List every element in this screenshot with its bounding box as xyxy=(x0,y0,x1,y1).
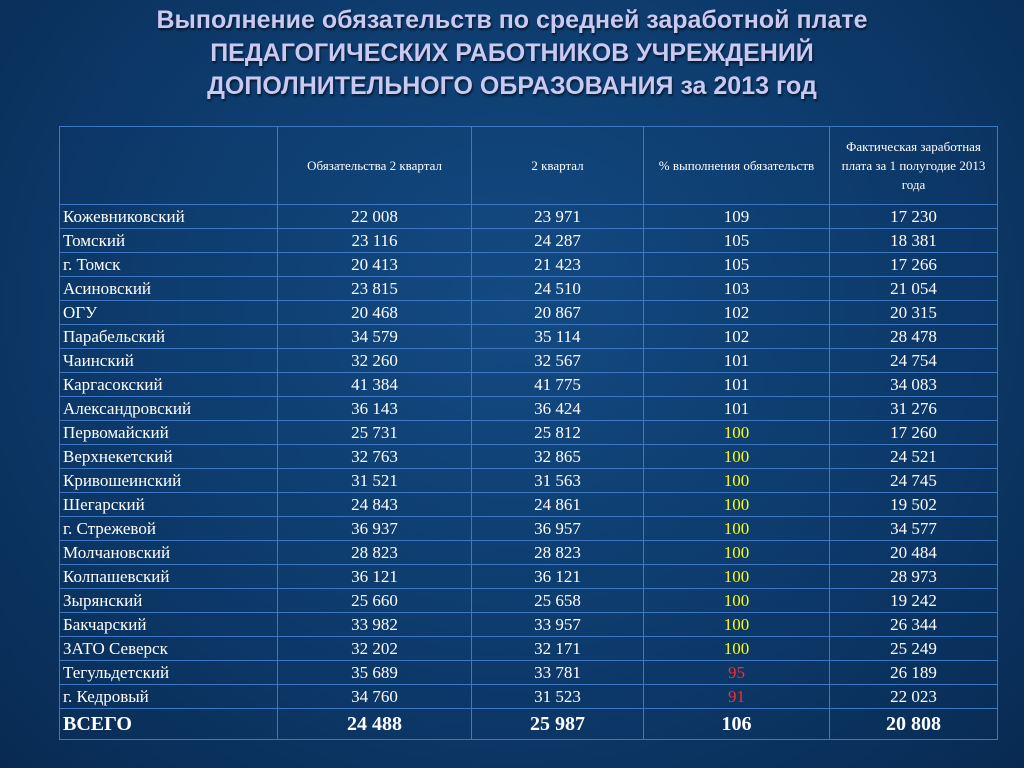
total-label: ВСЕГО xyxy=(60,709,278,740)
pct-cell: 103 xyxy=(644,277,830,301)
header-obligation: Обязательства 2 квартал xyxy=(278,127,472,205)
obligation-cell: 36 143 xyxy=(278,397,472,421)
header-pct: % выполнения обязательств xyxy=(644,127,830,205)
table-row xyxy=(60,613,998,637)
obligation-cell: 32 260 xyxy=(278,349,472,373)
obligation-cell: 36 121 xyxy=(278,565,472,589)
table-header-row xyxy=(60,127,998,205)
total-obligation: 24 488 xyxy=(278,709,472,740)
region-cell: Первомайский xyxy=(60,421,278,445)
region-cell: Асиновский xyxy=(60,277,278,301)
actual-cell: 20 484 xyxy=(830,541,998,565)
pct-cell: 105 xyxy=(644,229,830,253)
total-actual: 20 808 xyxy=(830,709,998,740)
actual-cell: 25 249 xyxy=(830,637,998,661)
obligation-cell: 35 689 xyxy=(278,661,472,685)
region-cell: Колпашевский xyxy=(60,565,278,589)
obligation-cell: 23 116 xyxy=(278,229,472,253)
actual-cell: 24 745 xyxy=(830,469,998,493)
obligation-cell: 36 937 xyxy=(278,517,472,541)
title-line-2: ПЕДАГОГИЧЕСКИХ РАБОТНИКОВ УЧРЕЖДЕНИЙ xyxy=(210,39,814,67)
table-row xyxy=(60,445,998,469)
region-cell: Молчановский xyxy=(60,541,278,565)
q2-cell: 32 865 xyxy=(472,445,644,469)
pct-cell: 100 xyxy=(644,421,830,445)
region-cell: Александровский xyxy=(60,397,278,421)
obligation-cell: 34 760 xyxy=(278,685,472,709)
slide-title xyxy=(0,4,1024,103)
table-row xyxy=(60,685,998,709)
table-row xyxy=(60,565,998,589)
region-cell: Кожевниковский xyxy=(60,205,278,229)
pct-cell: 100 xyxy=(644,517,830,541)
q2-cell: 35 114 xyxy=(472,325,644,349)
table-row xyxy=(60,517,998,541)
pct-cell: 100 xyxy=(644,469,830,493)
q2-cell: 33 781 xyxy=(472,661,644,685)
region-cell: ЗАТО Северск xyxy=(60,637,278,661)
header-region xyxy=(60,127,278,205)
actual-cell: 17 230 xyxy=(830,205,998,229)
actual-cell: 26 189 xyxy=(830,661,998,685)
q2-cell: 24 861 xyxy=(472,493,644,517)
table-row xyxy=(60,637,998,661)
actual-cell: 20 315 xyxy=(830,301,998,325)
actual-cell: 19 502 xyxy=(830,493,998,517)
q2-cell: 21 423 xyxy=(472,253,644,277)
actual-cell: 17 266 xyxy=(830,253,998,277)
q2-cell: 32 171 xyxy=(472,637,644,661)
actual-cell: 24 754 xyxy=(830,349,998,373)
pct-cell: 101 xyxy=(644,397,830,421)
header-q2: 2 квартал xyxy=(472,127,644,205)
q2-cell: 31 523 xyxy=(472,685,644,709)
table-row xyxy=(60,541,998,565)
q2-cell: 25 812 xyxy=(472,421,644,445)
obligation-cell: 25 660 xyxy=(278,589,472,613)
title-line-3: ДОПОЛНИТЕЛЬНОГО ОБРАЗОВАНИЯ за 2013 год xyxy=(207,72,817,100)
pct-cell: 100 xyxy=(644,637,830,661)
actual-cell: 17 260 xyxy=(830,421,998,445)
title-line-1: Выполнение обязательств по средней заработной плате xyxy=(156,6,868,34)
total-q2: 25 987 xyxy=(472,709,644,740)
obligation-cell: 28 823 xyxy=(278,541,472,565)
q2-cell: 36 121 xyxy=(472,565,644,589)
region-cell: Шегарский xyxy=(60,493,278,517)
table-row xyxy=(60,469,998,493)
actual-cell: 19 242 xyxy=(830,589,998,613)
region-cell: г. Стрежевой xyxy=(60,517,278,541)
q2-cell: 24 510 xyxy=(472,277,644,301)
table-row xyxy=(60,397,998,421)
obligation-cell: 22 008 xyxy=(278,205,472,229)
obligation-cell: 25 731 xyxy=(278,421,472,445)
total-pct: 106 xyxy=(644,709,830,740)
region-cell: г. Кедровый xyxy=(60,685,278,709)
obligation-cell: 24 843 xyxy=(278,493,472,517)
actual-cell: 24 521 xyxy=(830,445,998,469)
obligation-cell: 23 815 xyxy=(278,277,472,301)
obligation-cell: 20 413 xyxy=(278,253,472,277)
obligation-cell: 31 521 xyxy=(278,469,472,493)
table-row xyxy=(60,589,998,613)
pct-cell: 100 xyxy=(644,493,830,517)
table-row xyxy=(60,253,998,277)
actual-cell: 28 478 xyxy=(830,325,998,349)
table-row xyxy=(60,325,998,349)
q2-cell: 32 567 xyxy=(472,349,644,373)
pct-cell: 100 xyxy=(644,445,830,469)
table-row xyxy=(60,493,998,517)
obligation-cell: 41 384 xyxy=(278,373,472,397)
region-cell: Чаинский xyxy=(60,349,278,373)
region-cell: Парабельский xyxy=(60,325,278,349)
actual-cell: 26 344 xyxy=(830,613,998,637)
actual-cell: 31 276 xyxy=(830,397,998,421)
q2-cell: 20 867 xyxy=(472,301,644,325)
table-row xyxy=(60,205,998,229)
q2-cell: 33 957 xyxy=(472,613,644,637)
obligation-cell: 20 468 xyxy=(278,301,472,325)
pct-cell: 100 xyxy=(644,565,830,589)
pct-cell: 109 xyxy=(644,205,830,229)
region-cell: Каргасокский xyxy=(60,373,278,397)
region-cell: Верхнекетский xyxy=(60,445,278,469)
q2-cell: 25 658 xyxy=(472,589,644,613)
obligation-cell: 32 202 xyxy=(278,637,472,661)
pct-cell: 95 xyxy=(644,661,830,685)
q2-cell: 36 957 xyxy=(472,517,644,541)
obligation-cell: 34 579 xyxy=(278,325,472,349)
table-body xyxy=(60,205,998,709)
actual-cell: 28 973 xyxy=(830,565,998,589)
actual-cell: 22 023 xyxy=(830,685,998,709)
obligation-cell: 32 763 xyxy=(278,445,472,469)
region-cell: г. Томск xyxy=(60,253,278,277)
pct-cell: 100 xyxy=(644,541,830,565)
region-cell: Бакчарский xyxy=(60,613,278,637)
region-cell: Кривошеинский xyxy=(60,469,278,493)
q2-cell: 31 563 xyxy=(472,469,644,493)
table-row xyxy=(60,277,998,301)
table-row xyxy=(60,301,998,325)
header-actual: Фактическая заработная плата за 1 полугодие 2013 года xyxy=(830,127,998,205)
pct-cell: 102 xyxy=(644,301,830,325)
pct-cell: 101 xyxy=(644,373,830,397)
pct-cell: 100 xyxy=(644,613,830,637)
salary-table xyxy=(59,126,998,740)
pct-cell: 91 xyxy=(644,685,830,709)
q2-cell: 41 775 xyxy=(472,373,644,397)
region-cell: Зырянский xyxy=(60,589,278,613)
table-row xyxy=(60,349,998,373)
pct-cell: 102 xyxy=(644,325,830,349)
pct-cell: 100 xyxy=(644,589,830,613)
actual-cell: 34 083 xyxy=(830,373,998,397)
pct-cell: 101 xyxy=(644,349,830,373)
obligation-cell: 33 982 xyxy=(278,613,472,637)
table-row xyxy=(60,229,998,253)
region-cell: Томский xyxy=(60,229,278,253)
table-row xyxy=(60,373,998,397)
actual-cell: 34 577 xyxy=(830,517,998,541)
pct-cell: 105 xyxy=(644,253,830,277)
q2-cell: 23 971 xyxy=(472,205,644,229)
actual-cell: 21 054 xyxy=(830,277,998,301)
q2-cell: 28 823 xyxy=(472,541,644,565)
total-row xyxy=(60,709,998,740)
q2-cell: 36 424 xyxy=(472,397,644,421)
region-cell: Тегульдетский xyxy=(60,661,278,685)
q2-cell: 24 287 xyxy=(472,229,644,253)
region-cell: ОГУ xyxy=(60,301,278,325)
actual-cell: 18 381 xyxy=(830,229,998,253)
table-row xyxy=(60,661,998,685)
table-row xyxy=(60,421,998,445)
